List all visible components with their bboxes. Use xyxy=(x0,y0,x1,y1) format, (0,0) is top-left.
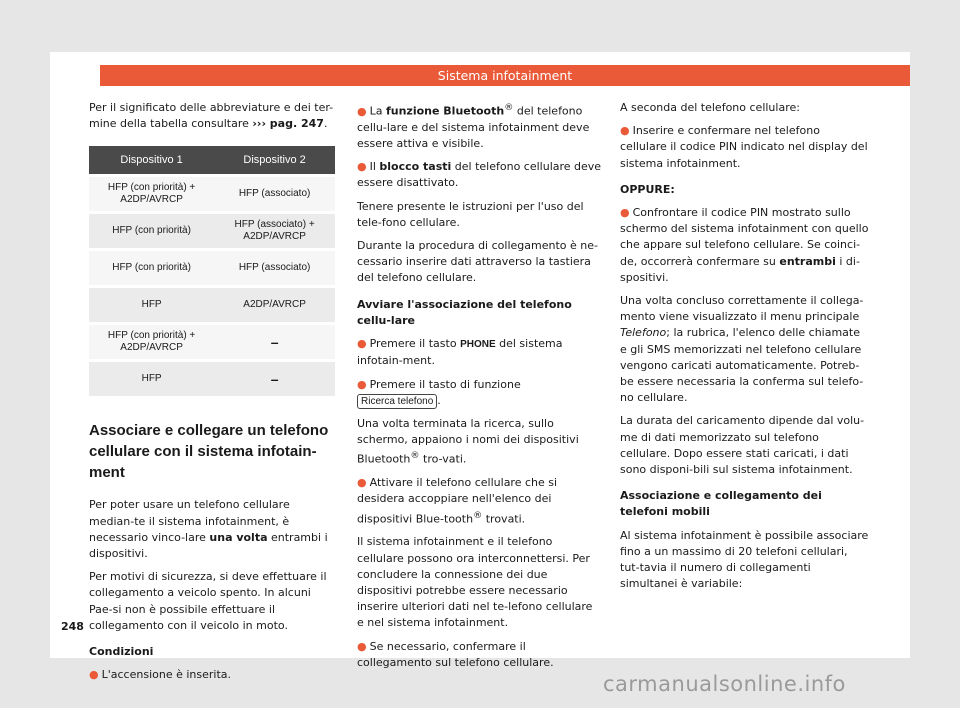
text: Il xyxy=(369,160,380,174)
bullet-item xyxy=(357,377,602,409)
paragraph: Il sistema infotainment e il telefono cellulare possono ora interconnettersi. Per concludere la connessione dei due dispositivi potrebbe essere necessario inserire ulteriori dati nel te-lefono cellulare e nel sistema infotainment. xyxy=(357,535,593,630)
table-row xyxy=(89,324,335,361)
bullet-item xyxy=(620,205,870,286)
column-right xyxy=(620,100,870,599)
paragraph xyxy=(89,497,335,562)
table-cell: HFP xyxy=(89,287,214,324)
table-row xyxy=(89,287,335,324)
section-title: Associare e collegare un telefono cellulare con il sistema infotain-ment xyxy=(89,422,329,482)
bullet-icon: ● xyxy=(620,206,630,220)
paragraph xyxy=(357,416,602,468)
table-cell: HFP (associato) xyxy=(214,176,335,213)
bullet-icon: ● xyxy=(357,160,367,174)
bullet-icon: ● xyxy=(89,668,99,682)
text: Attivare il telefono cellulare che si desidera accoppiare nell'elenco dei dispositivi Blue-tooth xyxy=(357,476,558,526)
bold-text: una volta xyxy=(209,530,268,544)
paragraph: Al sistema infotainment è possibile associare fino a un massimo di 20 telefoni cellulari, tut-tavia il numero di collegamenti simultanei è variabile: xyxy=(620,528,869,591)
text: ; la rubrica, l'elenco delle chiamate e gli SMS memorizzati nel telefono cellulare vengono caricati automaticamente. Potreb-be essere necessaria la conferma sul telefo-no cellulare. xyxy=(620,326,864,405)
subsection-title: Avviare l'associazione del telefono cellu-lare xyxy=(357,297,572,327)
device-combination-table xyxy=(89,146,335,396)
oppure-label: OPPURE: xyxy=(620,182,675,196)
bullet-text: L'accensione è inserita. xyxy=(101,668,232,682)
paragraph: A seconda del telefono cellulare: xyxy=(620,101,800,114)
bold-text: funzione Bluetooth xyxy=(385,104,505,118)
phone-key-label[interactable]: PHONE xyxy=(460,339,496,351)
text: entrambi i dispositivi. xyxy=(89,530,328,561)
paragraph: Per motivi di sicurezza, si deve effettuare il collegamento a veicolo spento. In alcuni Pae-si non è possibile effettuare il collegamento con il veicolo in moto. xyxy=(89,570,327,632)
column-left xyxy=(89,100,335,690)
text: Premere il tasto xyxy=(369,337,461,351)
page-number: 248 xyxy=(61,620,84,633)
bold-text: blocco tasti xyxy=(379,160,452,174)
text: i di-spositivi. xyxy=(620,254,860,284)
table-row xyxy=(89,176,335,213)
text: trovati. xyxy=(482,512,526,526)
intro-text-end: . xyxy=(323,117,328,131)
table-cell: HFP (con priorità) + A2DP/AVRCP xyxy=(89,176,214,213)
intro-text: Per il significato delle abbreviature e dei ter-mine della tabella consultare xyxy=(89,101,334,131)
table-row xyxy=(89,213,335,250)
table-header-cell: Dispositivo 2 xyxy=(214,146,335,176)
table-cell: HFP (associato) xyxy=(214,250,335,287)
menu-name: Telefono xyxy=(620,326,667,340)
paragraph: La durata del caricamento dipende dal volu-me di dati memorizzato sul telefono cellulare. Dopo essere stati caricati, i dati sono disponi-bili sul sistema infotainment. xyxy=(620,414,865,477)
bullet-item xyxy=(357,639,602,671)
paragraph: Durante la procedura di collegamento è ne-cessario inserire dati attraverso la tastiera del telefono cellulare. xyxy=(357,239,598,285)
table-cell: A2DP/AVRCP xyxy=(214,287,335,324)
search-phone-button[interactable]: Ricerca telefono xyxy=(357,394,437,409)
bullet-icon: ● xyxy=(357,104,367,118)
paragraph xyxy=(620,293,870,406)
text: . xyxy=(437,393,441,407)
table-cell: HFP (con priorità) xyxy=(89,250,214,287)
text: del telefono cellulare deve essere disattivato. xyxy=(357,160,602,190)
table-row xyxy=(89,361,335,397)
conditions-title: Condizioni xyxy=(89,645,154,659)
table-header-row xyxy=(89,146,335,176)
registered-mark: ® xyxy=(473,509,483,521)
bullet-item xyxy=(357,336,602,369)
bullet-icon: ● xyxy=(357,476,367,490)
text: Confrontare il codice PIN mostrato sullo schermo del sistema infotainment con quello che appare sul telefono cellulare. Se coinci-de, occorrerà confermare su xyxy=(620,206,869,268)
text: Premere il tasto di funzione xyxy=(369,377,521,391)
text: tro-vati. xyxy=(419,452,467,466)
bullet-item xyxy=(357,475,602,527)
bullet-icon: ● xyxy=(357,337,367,351)
registered-mark: ® xyxy=(410,450,420,462)
manual-page xyxy=(50,52,910,682)
table-cell: HFP (con priorità) xyxy=(89,213,214,250)
text: La xyxy=(369,104,386,118)
table-cell: HFP (con priorità) + A2DP/AVRCP xyxy=(89,324,214,361)
chapter-header: Sistema infotainment xyxy=(100,65,910,86)
bullet-icon: ● xyxy=(620,124,630,138)
bullet-item xyxy=(357,100,602,152)
text: Per poter usare un telefono cellulare median-te il sistema infotainment, è necessario vinco-lare xyxy=(89,498,290,544)
paragraph: Tenere presente le istruzioni per l'uso del tele-fono cellulare. xyxy=(357,199,584,229)
column-middle xyxy=(357,100,602,678)
bullet-text: Se necessario, confermare il collegamento sul telefono cellulare. xyxy=(357,639,554,669)
bullet-icon: ● xyxy=(357,377,367,391)
table-cell: – xyxy=(214,324,335,361)
text: Una volta concluso correttamente il collega-mento viene visualizzato il menu principale xyxy=(620,294,864,324)
bullet-item xyxy=(89,667,335,683)
table-cell: HFP xyxy=(89,361,214,397)
table-cell: – xyxy=(214,361,335,397)
bullet-item xyxy=(357,159,602,191)
bold-text: entrambi xyxy=(779,254,836,268)
watermark-text: carmanualsonline.info xyxy=(603,672,846,696)
bullet-item xyxy=(620,123,870,172)
table-cell: HFP (associato) + A2DP/AVRCP xyxy=(214,213,335,250)
text: Una volta terminata la ricerca, sullo schermo, appaiono i nomi dei dispositivi Bluetooth xyxy=(357,416,579,466)
table-header-cell: Dispositivo 1 xyxy=(89,146,214,176)
bullet-icon: ● xyxy=(357,639,367,653)
bullet-text: Inserire e confermare nel telefono cellulare il codice PIN indicato nel display del sistema infotainment. xyxy=(620,124,868,170)
text: del sistema infotain-ment. xyxy=(357,337,563,368)
intro-paragraph xyxy=(89,100,335,132)
page-reference-link[interactable]: ››› pag. 247 xyxy=(252,117,324,131)
text: del telefono cellu-lare e del sistema infotainment deve essere attiva e visibile. xyxy=(357,104,590,151)
registered-mark: ® xyxy=(504,102,514,113)
table-row xyxy=(89,250,335,287)
subsection-title: Associazione e collegamento dei telefoni mobili xyxy=(620,489,822,519)
